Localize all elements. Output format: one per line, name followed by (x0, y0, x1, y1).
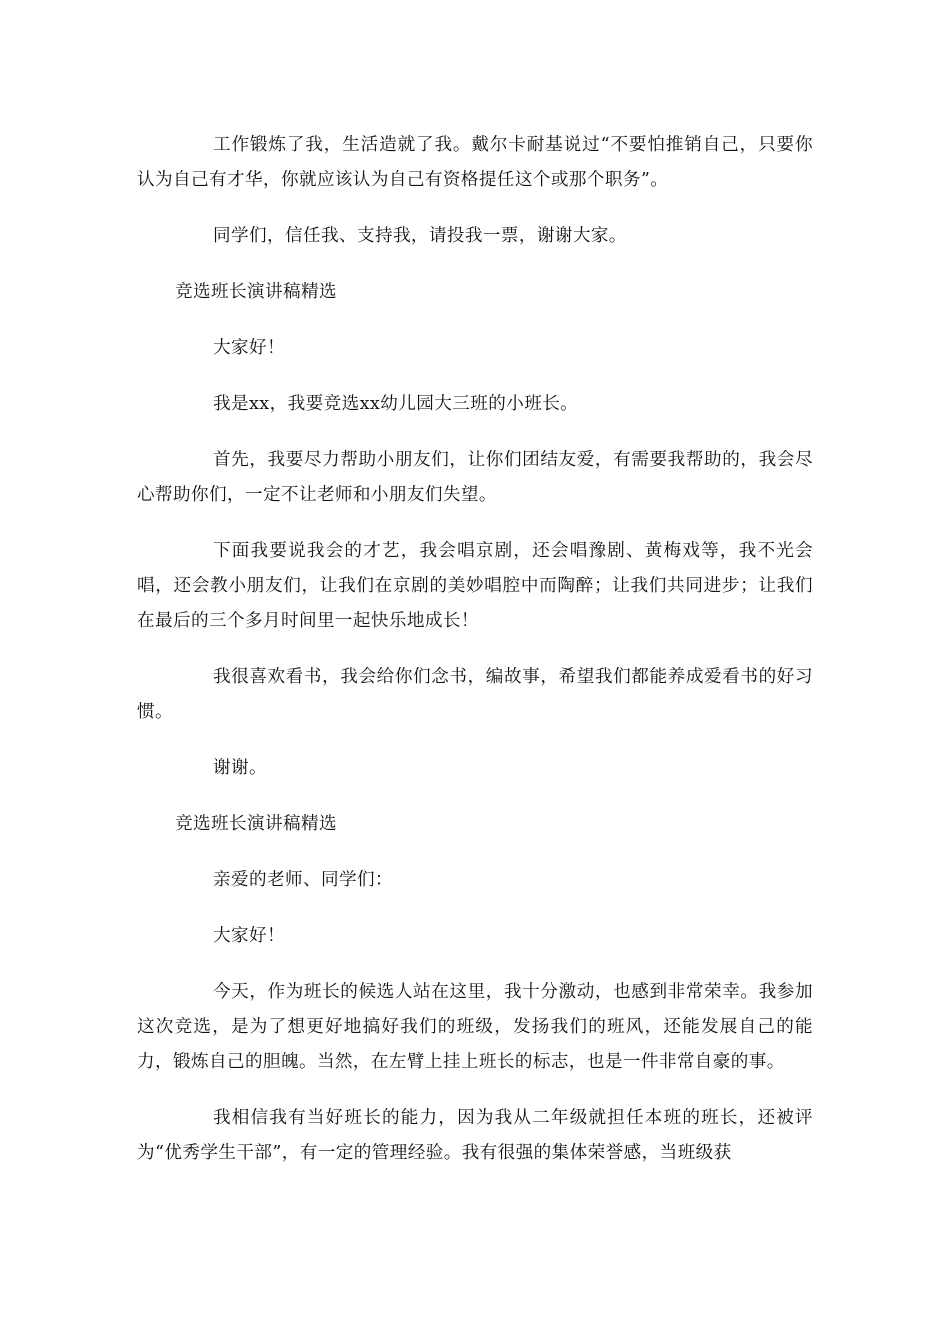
paragraph-7: 我很喜欢看书，我会给你们念书，编故事，希望我们都能养成爱看书的好习惯。 (137, 667, 813, 722)
paragraph-9: 亲爱的老师、同学们： (213, 870, 393, 890)
paragraph-12: 我相信我有当好班长的能力，因为我从二年级就担任本班的班长，还被评为“优秀学生干部”，有一定的管理经验。我有很强的集体荣誉感，当班级获 (137, 1108, 813, 1163)
paragraph-6: 下面我要说我会的才艺，我会唱京剧，还会唱豫剧、黄梅戏等，我不光会唱，还会教小朋友们，让我们在京剧的美妙唱腔中而陶醉；让我们共同进步；让我们在最后的三个多月时间里一起快乐地成长！ (137, 541, 813, 631)
paragraph-2: 同学们，信任我、支持我，请投我一票，谢谢大家。 (213, 226, 627, 246)
paragraph-1: 工作锻炼了我，生活造就了我。戴尔卡耐基说过“不要怕推销自己，只要你认为自己有才华，你就应该认为自己有资格提任这个或那个职务”。 (137, 135, 813, 190)
section-heading-2: 竞选班长演讲稿精选 (175, 814, 337, 834)
paragraph-3: 大家好！ (213, 338, 285, 358)
document-body (137, 128, 813, 1192)
section-heading-1: 竞选班长演讲稿精选 (175, 282, 337, 302)
paragraph-5: 首先，我要尽力帮助小朋友们，让你们团结友爱，有需要我帮助的，我会尽心帮助你们，一定不让老师和小朋友们失望。 (137, 450, 813, 505)
paragraph-4: 我是xx，我要竞选xx幼儿园大三班的小班长。 (213, 394, 579, 414)
paragraph-8: 谢谢。 (213, 758, 267, 778)
paragraph-11: 今天，作为班长的候选人站在这里，我十分激动，也感到非常荣幸。我参加这次竞选，是为了想更好地搞好我们的班级，发扬我们的班风，还能发展自己的能力，锻炼自己的胆魄。当然，在左臂上挂上班长的标志，也是一件非常自豪的事。 (137, 982, 813, 1072)
paragraph-10: 大家好！ (213, 926, 285, 946)
